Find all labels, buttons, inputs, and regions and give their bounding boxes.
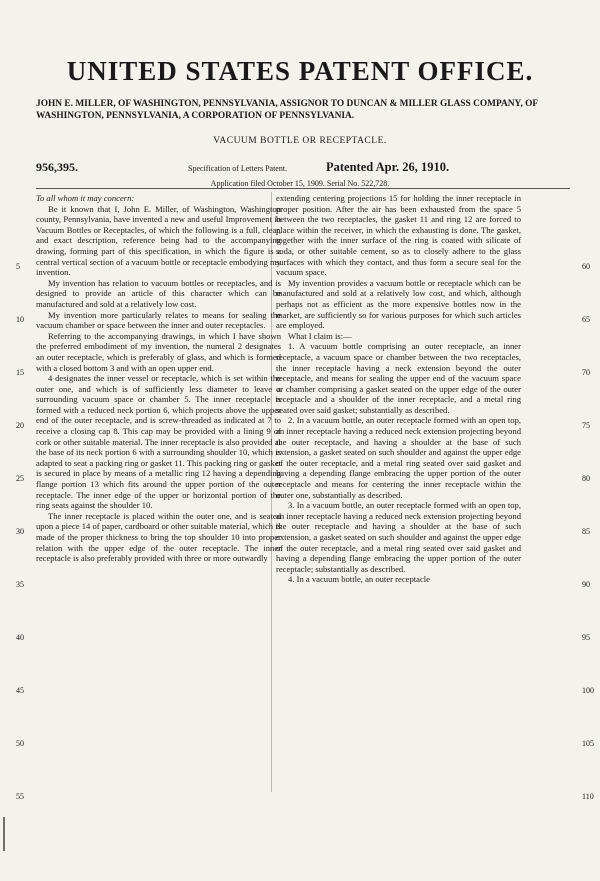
line-number: 110 xyxy=(582,792,594,801)
line-number: 100 xyxy=(582,686,594,695)
application-filed-line: Application filed October 15, 1909. Serial No. 522,728. xyxy=(210,179,390,188)
line-number: 65 xyxy=(582,315,590,324)
line-number: 50 xyxy=(16,739,24,748)
line-number: 5 xyxy=(16,262,20,271)
line-number: 60 xyxy=(582,262,590,271)
line-number: 90 xyxy=(582,580,590,589)
assignment-line: JOHN E. MILLER, OF WASHINGTON, PENNSYLVANIA, ASSIGNOR TO DUNCAN & MILLER GLASS COMPANY, OF WASHINGTON, PENNSYLVANIA, A CORPORATION OF PENNSYLVANIA. xyxy=(36,99,538,121)
line-number: 55 xyxy=(16,792,24,801)
paragraph: My invention has relation to vacuum bottles or receptacles, and is designed to provide an article of this character which can be manufactured and sold at a relatively low cost. xyxy=(36,277,281,309)
specification-label: Specification of Letters Patent. xyxy=(188,164,288,173)
patent-date: Patented Apr. 26, 1910. xyxy=(326,160,450,174)
office-title: UNITED STATES PATENT OFFICE. xyxy=(66,56,534,86)
right-text-column xyxy=(276,193,521,585)
paragraph: My invention more particularly relates to means for sealing the vacuum chamber or space between the inner and outer receptacles. xyxy=(36,309,281,331)
line-number: 105 xyxy=(582,739,594,748)
line-number: 25 xyxy=(16,474,24,483)
invention-title: VACUUM BOTTLE OR RECEPTACLE. xyxy=(213,136,387,146)
paragraph: The inner receptacle is placed within the outer one, and is seated upon a piece 14 of paper, cardboard or other suitable material, which is made of the proper thickness to bring the top shoulder 10 into proper relation with the upper edge of the outer receptacle. The inner receptacle is also preferably provided with three or more outwardly xyxy=(36,510,281,564)
paragraph: extending centering projections 15 for holding the inner receptacle in proper position. After the air has been exhausted from the space 5 between the two receptacles, the gasket 11 and ring 12 are forced to place within the receiver, in which the exhausting is done. The gasket, together with the inner surface of the ring is coated with silicate of soda, or other suitable cement, so as to closely adhere to the glass surfaces with which they contact, and thus form a secure seal for the vacuum space. xyxy=(276,193,521,278)
line-number: 70 xyxy=(582,368,590,377)
claim: 4. In a vacuum bottle, an outer receptacle xyxy=(288,574,430,585)
paragraph: My invention provides a vacuum bottle or receptacle which can be manufactured and sold at a relatively low cost, and which, although perhaps not as efficient as the more expensive bottles now in the market, are sufficiently so for various purposes for which such articles are employed. xyxy=(276,277,521,331)
line-number: 75 xyxy=(582,421,590,430)
header-rule xyxy=(36,188,570,189)
line-number: 95 xyxy=(582,633,590,642)
line-number: 45 xyxy=(16,686,24,695)
paragraph: Referring to the accompanying drawings, in which I have shown the preferred embodiment of my invention, the numeral 2 designates an outer receptacle, which is preferably of glass, and which is formed with a closed bottom 3 and with an open upper end. xyxy=(36,330,281,373)
paragraph: 4 designates the inner vessel or receptacle, which is set within the outer one, and which is of sufficiently less diameter to leave a surrounding vacuum space or chamber 5. The inner receptacle is formed with a reduced neck portion 6, which projects above the upper end of the outer receptacle, and is screw-threaded as indicated at 7 to receive a closing cap 8. This cap may be provided with a lining 9 of cork or other suitable material. The inner receptacle is also provided at the base of its neck portion 6 with a surrounding shoulder 10, which is adapted to seat a packing ring or gasket 11. This packing ring or gasket is secured in place by means of a metallic ring 12 having a depending flange portion 13 which fits around the upper portion of the outer receptacle. The inner edge of the upper or horizontal portion of the ring seats against the shoulder 10. xyxy=(36,373,281,511)
line-number: 15 xyxy=(16,368,24,377)
line-number: 30 xyxy=(16,527,24,536)
scan-mark xyxy=(0,815,10,855)
line-number: 85 xyxy=(582,527,590,536)
claims-intro: What I claim is:— xyxy=(288,330,352,341)
claim: 3. In a vacuum bottle, an outer receptacle formed with an open top, an inner receptacle having a reduced neck extension projecting beyond the outer receptacle and having a shoulder at the base of such extension, a gasket seated on such shoulder and against the upper edge of the outer receptacle, and a metal ring seated over said gasket and having a depending flange embracing the upper portion of the outer receptacle; substantially as described. xyxy=(276,500,521,574)
claim: 2. In a vacuum bottle, an outer receptacle formed with an open top, an inner receptacle having a reduced neck extension projecting beyond the outer receptacle, and having a shoulder at the base of such extension, a gasket seated on such shoulder and against the upper edge of the outer receptacle, and a metal ring seated over said gasket and having a depending flange embracing the upper portion of the outer receptacle and means for centering the inner receptacle within the outer one, substantially as described. xyxy=(276,415,521,500)
line-number: 35 xyxy=(16,580,24,589)
left-text-column xyxy=(36,193,281,564)
line-number: 20 xyxy=(16,421,24,430)
line-number: 10 xyxy=(16,315,24,324)
paragraph: Be it known that I, John E. Miller, of Washington, Washington county, Pennsylvania, have invented a new and useful Improvement in Vacuum Bottles or Receptacles, of which the following is a full, clear, and exact description, reference being had to the accompanying drawing, forming part of this specification, in which the figure is a central vertical section of a vacuum bottle or receptacle embodying my invention. xyxy=(36,203,281,278)
claim: 1. A vacuum bottle comprising an outer receptacle, an inner receptacle, a vacuum space or chamber between the two receptacles, the inner receptacle having a neck extension beyond the outer receptacle, and means for sealing the upper end of the vacuum space or chamber comprising a gasket seated on the upper edge of the outer receptacle and a shoulder of the inner receptacle, and a metal ring seated over said gasket; substantially as described. xyxy=(276,341,521,415)
line-number: 40 xyxy=(16,633,24,642)
patent-number: 956,395. xyxy=(36,160,78,174)
salutation: To all whom it may concern: xyxy=(36,193,135,203)
line-number: 80 xyxy=(582,474,590,483)
